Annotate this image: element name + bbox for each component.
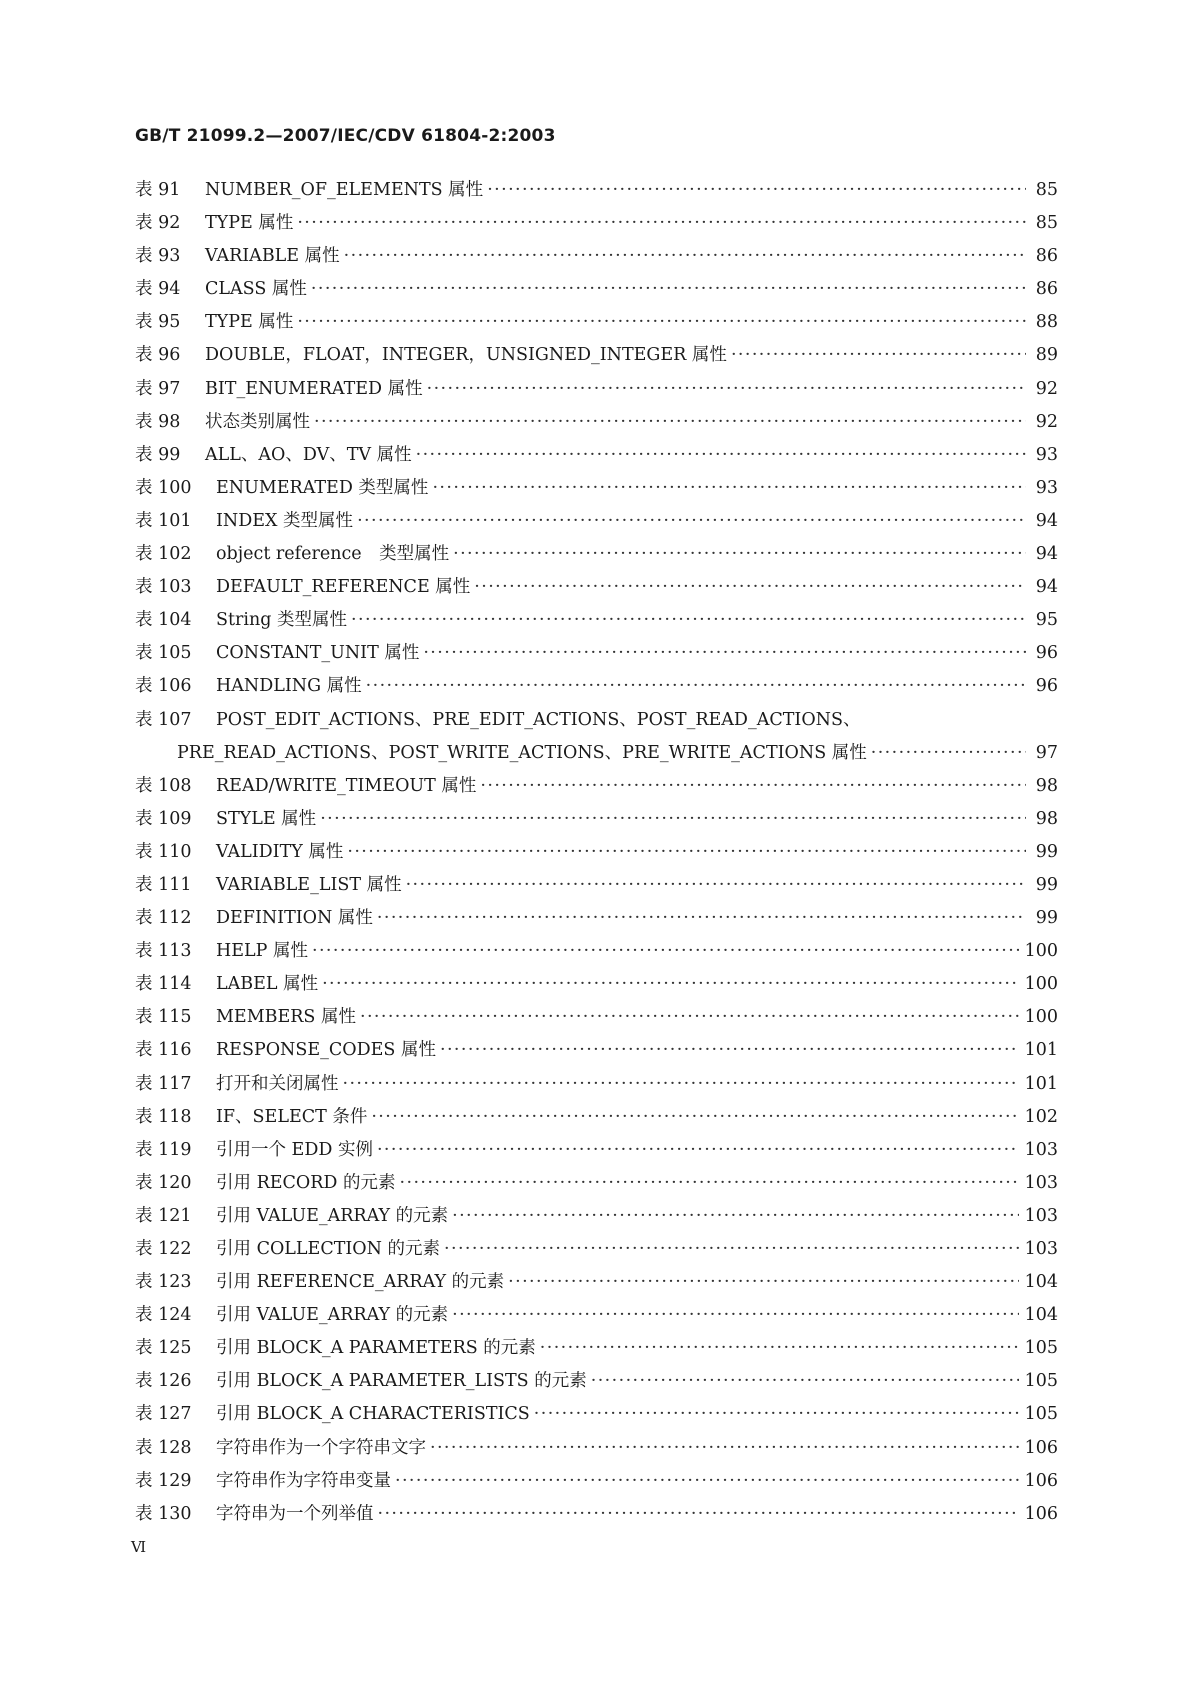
dot-leader [366,676,1026,696]
toc-entry [135,408,1058,441]
table-number: 表 119 [135,1139,192,1160]
entry-title: HANDLING 属性 [216,676,362,697]
dot-leader [377,908,1026,928]
toc-entry [135,1301,1058,1334]
table-number: 表 127 [135,1404,192,1425]
entry-title: STYLE 属性 [216,808,317,829]
table-number: 表 111 [135,874,192,895]
table-number: 表 91 [135,180,181,200]
toc-entry [135,441,1058,474]
entry-title: LABEL 属性 [216,974,319,995]
dot-leader [427,379,1026,399]
dot-leader [540,1338,1019,1358]
dot-leader [297,312,1026,332]
table-number: 表 100 [135,477,192,498]
dot-leader [297,213,1026,233]
table-number: 表 110 [135,841,192,862]
page-number: 105 [1024,1338,1058,1359]
dot-leader [444,1239,1019,1259]
dot-leader [343,1074,1019,1094]
dot-leader [480,776,1026,796]
toc-entry [135,871,1058,904]
page-number: 102 [1024,1106,1058,1127]
page-number: 86 [1035,246,1058,267]
table-number: 表 123 [135,1272,192,1293]
page-number: 104 [1024,1305,1058,1326]
toc-entry [135,209,1058,242]
page-number: 104 [1024,1272,1058,1293]
entry-title: TYPE 属性 [205,312,294,333]
dot-leader [423,643,1026,663]
table-number: 表 128 [135,1437,192,1458]
entry-title: VALIDITY 属性 [216,841,344,862]
page-number: 98 [1035,808,1058,829]
toc-entry [135,176,1058,209]
page-number: 99 [1035,841,1058,862]
toc-entry [135,1235,1058,1268]
toc-entry [135,1202,1058,1235]
dot-leader [508,1272,1018,1292]
table-number: 表 97 [135,378,181,399]
dot-leader [487,180,1026,200]
table-number: 表 116 [135,1040,192,1061]
table-number: 表 101 [135,510,192,531]
toc-entry [135,805,1058,838]
dot-leader [360,1007,1019,1027]
table-number: 表 112 [135,908,192,929]
page-number: 92 [1035,411,1058,432]
toc-entry [135,672,1058,705]
page-number: 105 [1024,1371,1058,1392]
page-number: 94 [1035,577,1058,598]
entry-title: 引用 BLOCK_A PARAMETERS 的元素 [216,1338,536,1359]
toc-entry [135,1268,1058,1301]
dot-leader [474,577,1026,597]
dot-leader [395,1471,1019,1491]
table-number: 表 122 [135,1239,192,1259]
entry-title: 引用一个 EDD 实例 [216,1139,373,1160]
table-number: 表 102 [135,544,192,565]
table-number: 表 98 [135,411,181,432]
dot-leader [378,1504,1019,1524]
entry-title: READ/WRITE_TIMEOUT 属性 [216,775,477,796]
table-number: 表 129 [135,1470,192,1491]
table-number: 表 107 [135,709,192,730]
entry-title: BIT_ENUMERATED 属性 [205,378,423,399]
entry-title: INDEX 类型属性 [216,510,354,531]
table-number: 表 106 [135,676,192,697]
entry-title: 引用 RECORD 的元素 [216,1172,396,1193]
page-number: 100 [1024,941,1058,962]
dot-leader [452,1206,1018,1226]
page-number: 85 [1035,213,1058,234]
dot-leader [311,279,1026,299]
table-number: 表 105 [135,643,192,664]
entry-title: ENUMERATED 类型属性 [216,477,429,498]
toc-entry [135,772,1058,805]
toc-entry [135,1003,1058,1036]
page-number: 101 [1024,1040,1058,1061]
table-list-of-contents [135,176,1058,1533]
toc-entry [135,1367,1058,1400]
page-number: 106 [1024,1503,1058,1524]
page-number: 105 [1024,1404,1058,1425]
table-number: 表 114 [135,974,192,995]
toc-entry [135,375,1058,408]
toc-entry [135,1467,1058,1500]
entry-title: 引用 COLLECTION 的元素 [216,1239,441,1259]
dot-leader [430,1438,1019,1458]
dot-leader [432,478,1026,498]
toc-entry [135,474,1058,507]
dot-leader [371,1107,1018,1127]
dot-leader [591,1371,1019,1391]
toc-entry [135,639,1058,672]
page-number: 96 [1035,676,1058,697]
page-number: 103 [1024,1172,1058,1193]
entry-title: String 类型属性 [216,610,348,631]
table-number: 表 124 [135,1305,192,1326]
page-number: 106 [1024,1437,1058,1458]
entry-title: TYPE 属性 [205,213,294,234]
toc-entry [135,341,1058,374]
entry-title: 打开和关闭属性 [216,1073,339,1094]
toc-entry [135,308,1058,341]
table-number: 表 113 [135,941,192,962]
toc-entry [135,1103,1058,1136]
entry-title: POST_EDIT_ACTIONS、PRE_EDIT_ACTIONS、POST_READ_ACTIONS、 [216,709,861,730]
table-number: 表 96 [135,345,181,366]
toc-entry [135,507,1058,540]
entry-title: DOUBLE，FLOAT，INTEGER，UNSIGNED_INTEGER 属性 [205,345,727,366]
entry-title: IF、SELECT 条件 [216,1106,368,1127]
table-number: 表 121 [135,1205,192,1226]
page-number: 100 [1024,974,1058,995]
table-number: 表 118 [135,1106,192,1127]
table-number: 表 120 [135,1172,192,1193]
dot-leader [400,1173,1019,1193]
dot-leader [416,445,1026,465]
page-number: 86 [1035,279,1058,300]
table-number: 表 126 [135,1371,192,1392]
table-number: 表 108 [135,775,192,796]
toc-entry [135,1036,1058,1069]
entry-title: 引用 VALUE_ARRAY 的元素 [216,1305,449,1326]
page-number: 106 [1024,1470,1058,1491]
table-number: 表 93 [135,246,181,267]
entry-title: CLASS 属性 [205,279,307,300]
page-number: 85 [1035,180,1058,200]
entry-title-continuation: PRE_READ_ACTIONS、POST_WRITE_ACTIONS、PRE_WRITE_ACTIONS 属性 [177,742,867,763]
dot-leader [377,1140,1019,1160]
entry-title: DEFINITION 属性 [216,908,373,929]
entry-title: MEMBERS 属性 [216,1007,356,1028]
toc-entry [135,1434,1058,1467]
toc-entry [135,1136,1058,1169]
entry-title: CONSTANT_UNIT 属性 [216,643,420,664]
page-number: 92 [1035,378,1058,399]
page-number: 103 [1024,1205,1058,1226]
table-number: 表 95 [135,312,181,333]
entry-title: NUMBER_OF_ELEMENTS 属性 [205,180,484,200]
entry-title: 引用 VALUE_ARRAY 的元素 [216,1205,449,1226]
toc-entry [135,1169,1058,1202]
page-number: 96 [1035,643,1058,664]
table-number: 表 104 [135,610,192,631]
table-number: 表 94 [135,279,181,300]
page-number: 101 [1024,1073,1058,1094]
dot-leader [320,809,1026,829]
entry-title: 引用 REFERENCE_ARRAY 的元素 [216,1272,505,1293]
table-number: 表 130 [135,1503,192,1524]
page-number: 103 [1024,1239,1058,1259]
page-number: 99 [1035,874,1058,895]
toc-entry [135,606,1058,639]
toc-entry [135,1400,1058,1433]
toc-entry [135,838,1058,871]
document-header: GB/T 21099.2—2007/IEC/CDV 61804-2:2003 [135,126,556,146]
table-number: 表 125 [135,1338,192,1359]
entry-title: 引用 BLOCK_A PARAMETER_LISTS 的元素 [216,1371,587,1392]
table-number: 表 117 [135,1073,192,1094]
dot-leader [871,743,1026,763]
page-number: 88 [1035,312,1058,333]
toc-entry [135,573,1058,606]
entry-title: 引用 BLOCK_A CHARACTERISTICS [216,1404,530,1425]
dot-leader [344,246,1026,266]
dot-leader [322,974,1019,994]
entry-title: 字符串为一个列举值 [216,1503,374,1524]
table-number: 表 103 [135,577,192,598]
page-number: 94 [1035,544,1058,565]
toc-entry [135,904,1058,937]
toc-entry [135,1334,1058,1367]
toc-entry [135,275,1058,308]
entry-title: VARIABLE_LIST 属性 [216,874,402,895]
page-number: 103 [1024,1139,1058,1160]
dot-leader [357,511,1026,531]
page-number: 97 [1035,742,1058,763]
page-number-footer: Ⅵ [131,1538,147,1556]
entry-title: VARIABLE 属性 [205,246,340,267]
entry-title: object reference 类型属性 [216,544,450,565]
toc-entry [135,540,1058,573]
page-number: 100 [1024,1007,1058,1028]
dot-leader [453,544,1026,564]
entry-title: RESPONSE_CODES 属性 [216,1040,436,1061]
entry-title: 字符串作为字符串变量 [216,1470,391,1491]
dot-leader [351,610,1026,630]
toc-entry [135,1500,1058,1533]
toc-entry [135,242,1058,275]
entry-title: 字符串作为一个字符串文字 [216,1437,426,1458]
entry-title: HELP 属性 [216,941,308,962]
table-number: 表 92 [135,213,181,234]
toc-entry [135,1070,1058,1103]
toc-entry-continuation [135,739,1058,772]
entry-title: DEFAULT_REFERENCE 属性 [216,577,471,598]
table-number: 表 115 [135,1007,192,1028]
entry-title: ALL、AO、DV、TV 属性 [205,444,412,465]
dot-leader [452,1305,1018,1325]
dot-leader [347,842,1026,862]
table-number: 表 109 [135,808,192,829]
entry-title: 状态类别属性 [205,411,310,432]
dot-leader [314,412,1026,432]
toc-entry [135,970,1058,1003]
dot-leader [406,875,1026,895]
page-number: 93 [1035,444,1058,465]
page-number: 98 [1035,775,1058,796]
toc-entry [135,937,1058,970]
table-number: 表 99 [135,444,181,465]
page-number: 99 [1035,908,1058,929]
toc-entry [135,706,1058,739]
page-number: 89 [1035,345,1058,366]
page-number: 95 [1035,610,1058,631]
page-number: 94 [1035,510,1058,531]
dot-leader [534,1404,1019,1424]
page-number: 93 [1035,477,1058,498]
dot-leader [731,345,1026,365]
dot-leader [440,1040,1019,1060]
dot-leader [312,941,1019,961]
